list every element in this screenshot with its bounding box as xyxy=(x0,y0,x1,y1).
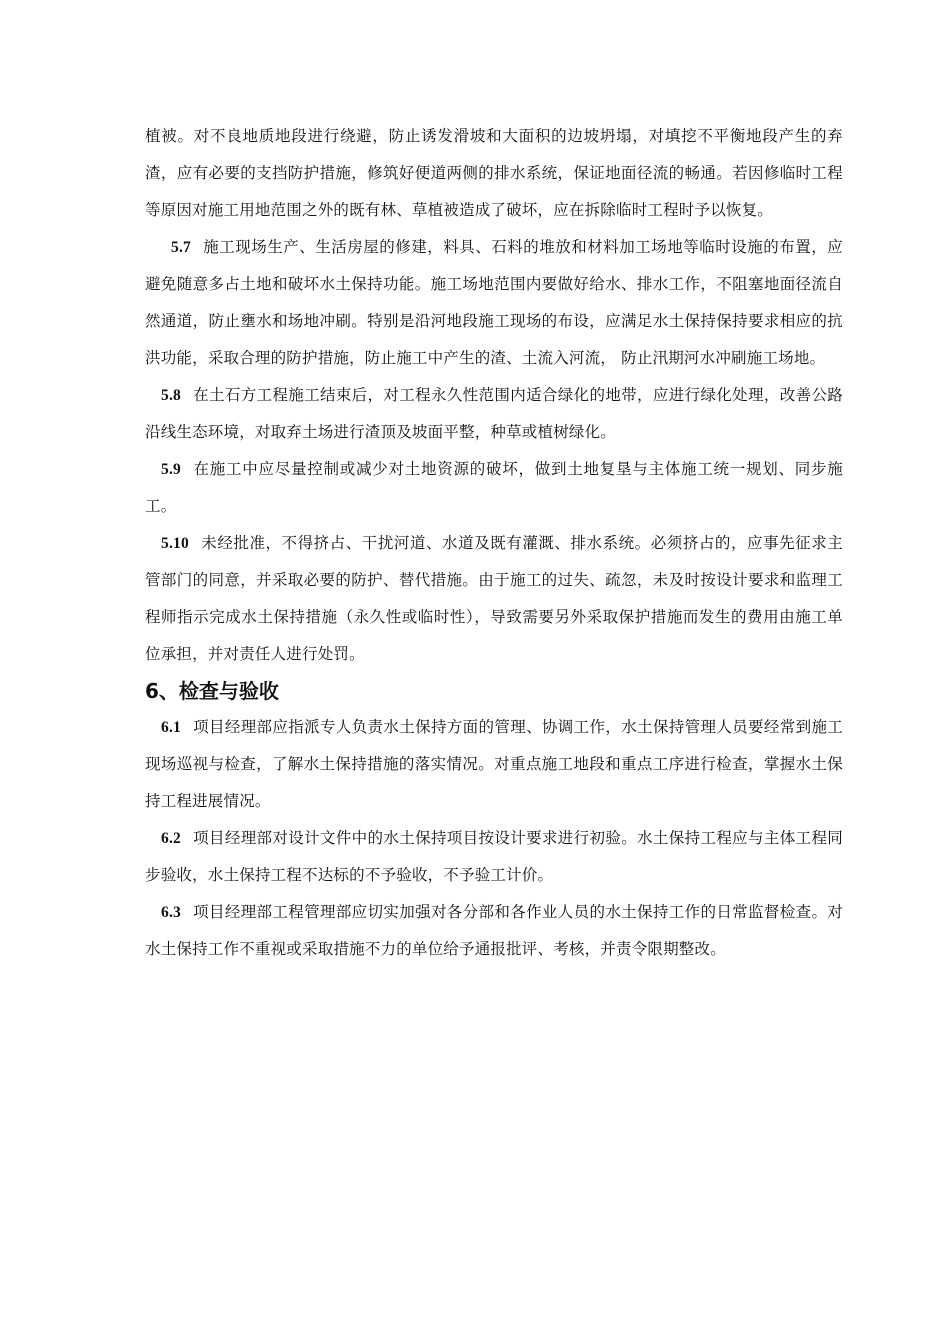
paragraph-text: 未经批准，不得挤占、干扰河道、水道及既有灌溉、排水系统。必须挤占的，应事先征求主管部门的同意，并采取必要的防护、替代措施。由于施工的过失、疏忽，未及时按设计要求和监理工程师指示完成水土保持措施（永久性或临时性），导致需要另外采取保护措施而发生的费用由施工单位承担，并对责任人进行处罚。 xyxy=(145,534,843,663)
paragraph-text: 植被。对不良地质地段进行绕避，防止诱发滑坡和大面积的边坡坍塌，对填挖不平衡地段产生的弃渣，应有必要的支挡防护措施，修筑好便道两侧的排水系统，保证地面径流的畅通。若因修临时工程等原因对施工用地范围之外的既有林、草植被造成了破坏，应在拆除临时工程时予以恢复。 xyxy=(145,127,843,219)
paragraph-5-9 xyxy=(145,451,843,525)
paragraph-text: 施工现场生产、生活房屋的修建，料具、石料的堆放和材料加工场地等临时设施的布置，应避免随意多占土地和破坏水土保持功能。施工场地范围内要做好给水、排水工作，不阻塞地面径流自然通道，防止壅水和场地冲刷。特别是沿河地段施工现场的布设，应满足水土保持保持要求相应的抗洪功能，采取合理的防护措施，防止施工中产生的渣、土流入河流， 防止汛期河水冲刷施工场地。 xyxy=(145,238,843,367)
clause-number: 5.8 xyxy=(161,387,181,404)
paragraph-text: 项目经理部应指派专人负责水土保持方面的管理、协调工作，水土保持管理人员要经常到施工现场巡视与检查，了解水土保持措施的落实情况。对重点施工地段和重点工序进行检查，掌握水土保持工程进展情况。 xyxy=(145,718,843,810)
document-page xyxy=(145,118,843,968)
section-heading: 6、检查与验收 xyxy=(145,679,279,703)
clause-number: 6.3 xyxy=(161,904,181,921)
paragraph-continuation xyxy=(145,118,843,229)
clause-number: 6.2 xyxy=(161,830,181,847)
clause-number: 5.7 xyxy=(171,239,191,256)
paragraph-6-1 xyxy=(145,709,843,820)
paragraph-5-10 xyxy=(145,525,843,673)
paragraph-5-8 xyxy=(145,377,843,451)
paragraph-6-2 xyxy=(145,820,843,894)
paragraph-5-7 xyxy=(145,229,843,377)
paragraph-text: 在土石方工程施工结束后，对工程永久性范围内适合绿化的地带，应进行绿化处理，改善公路沿线生态环境，对取弃土场进行渣顶及坡面平整，种草或植树绿化。 xyxy=(145,386,843,441)
clause-number: 5.10 xyxy=(161,535,189,552)
clause-number: 5.9 xyxy=(161,461,181,478)
paragraph-text: 项目经理部对设计文件中的水土保持项目按设计要求进行初验。水土保持工程应与主体工程同步验收，水土保持工程不达标的不予验收，不予验工计价。 xyxy=(145,829,843,884)
paragraph-6-3 xyxy=(145,894,843,968)
paragraph-text: 在施工中应尽量控制或减少对土地资源的破坏，做到土地复垦与主体施工统一规划、同步施工。 xyxy=(145,460,843,515)
paragraph-text: 项目经理部工程管理部应切实加强对各分部和各作业人员的水土保持工作的日常监督检查。对水土保持工作不重视或采取措施不力的单位给予通报批评、考核，并责令限期整改。 xyxy=(145,903,843,958)
clause-number: 6.1 xyxy=(161,719,181,736)
